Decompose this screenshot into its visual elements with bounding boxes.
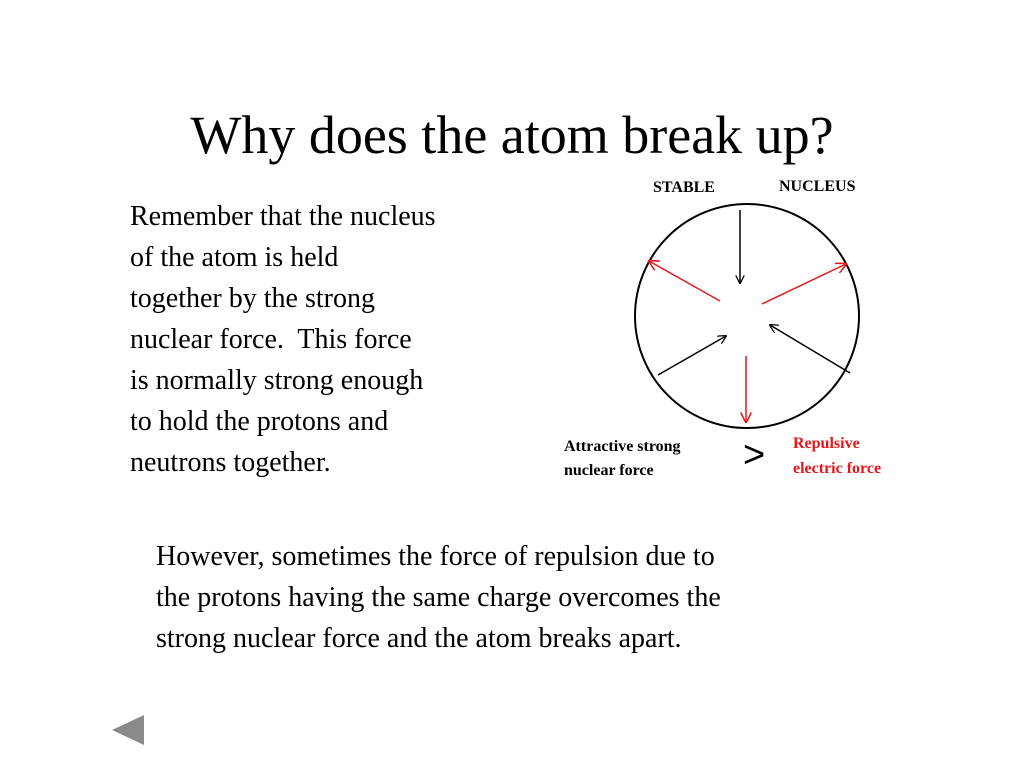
attractive-arrow-left — [658, 336, 726, 375]
stable-nucleus-diagram — [540, 165, 940, 495]
label-stable: STABLE — [653, 179, 715, 196]
label-attractive-line1: Attractive strong — [564, 438, 681, 455]
paragraph-nuclear-force — [130, 196, 530, 483]
triangle-left-icon — [112, 715, 144, 745]
paragraph-line: of the atom is held — [130, 242, 339, 273]
label-repulsive-line2: electric force — [793, 460, 882, 477]
paragraph-line: However, sometimes the force of repulsion due to — [156, 541, 715, 572]
paragraph-repulsion — [156, 536, 876, 659]
label-repulsive-line1: Repulsive — [793, 435, 860, 452]
paragraph-line: nuclear force. This force — [130, 324, 412, 355]
paragraph-line: Remember that the nucleus — [130, 201, 436, 232]
paragraph-line: is normally strong enough — [130, 365, 424, 396]
previous-slide-button[interactable] — [110, 714, 146, 746]
paragraph-line: strong nuclear force and the atom breaks apart. — [156, 623, 682, 654]
paragraph-line: the protons having the same charge overcomes the — [156, 582, 721, 613]
attractive-arrow-right — [770, 325, 850, 373]
label-nucleus: NUCLEUS — [779, 178, 856, 195]
paragraph-line: to hold the protons and — [130, 406, 389, 437]
paragraph-line: neutrons together. — [130, 447, 331, 478]
paragraph-line: together by the strong — [130, 283, 375, 314]
repulsive-arrow-right — [762, 264, 846, 304]
nucleus-circle — [635, 204, 859, 428]
label-attractive-line2: nuclear force — [564, 462, 654, 479]
slide-title: Why does the atom break up? — [190, 105, 834, 165]
repulsive-arrow-left — [649, 261, 720, 301]
comparison-greater-than: > — [743, 434, 766, 476]
